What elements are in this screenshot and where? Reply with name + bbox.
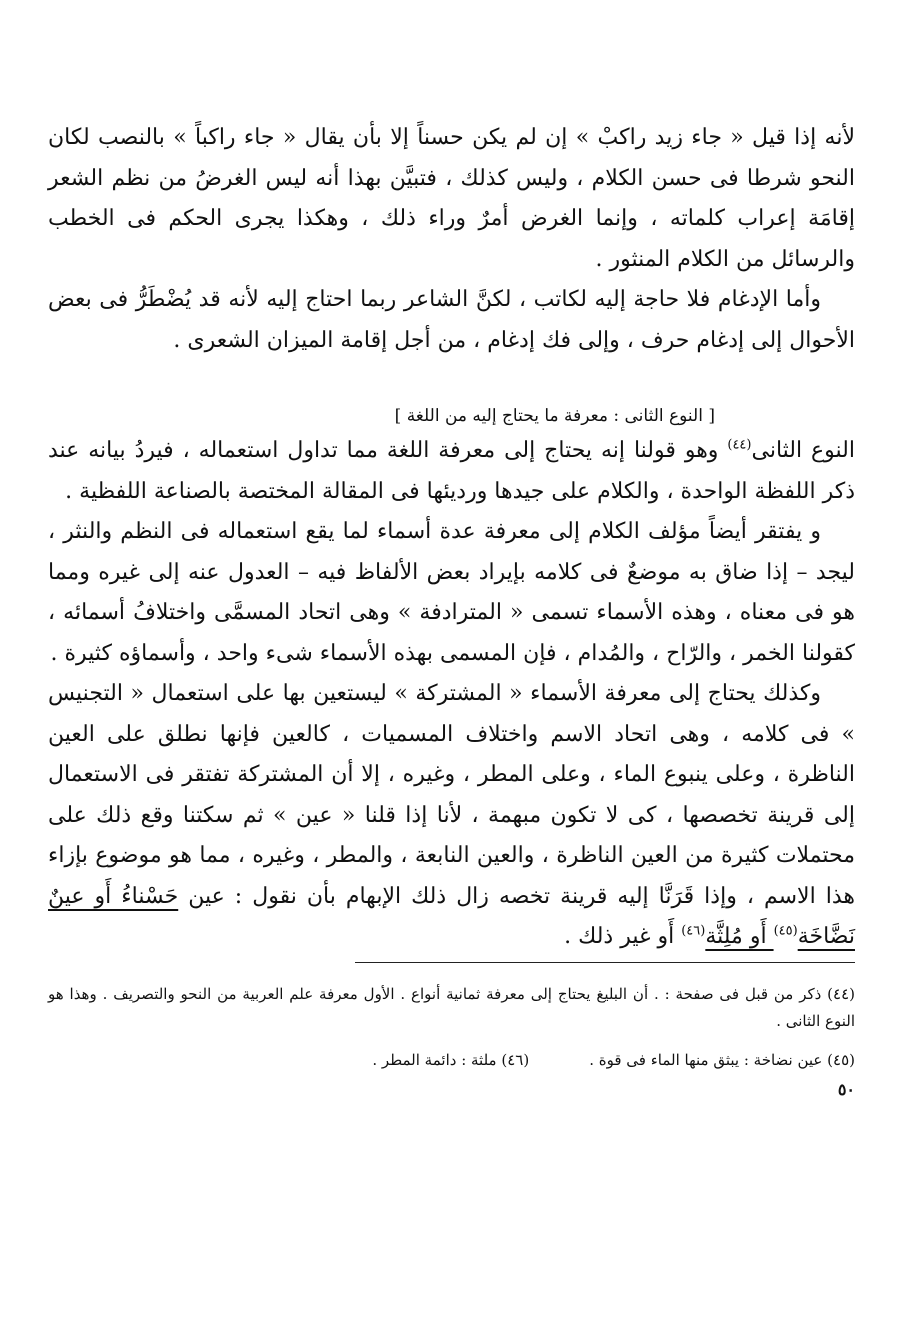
example-phrase-1: حَسْناءُ أَو عينٌ نَضَّاخَة bbox=[48, 883, 855, 949]
footnotes bbox=[48, 981, 855, 1103]
paragraph-3 bbox=[48, 431, 855, 512]
paragraph-5 bbox=[48, 674, 855, 958]
footnote-ref-46[interactable]: (٤٦) bbox=[681, 923, 706, 939]
paragraph-3-start: النوع الثانى bbox=[751, 438, 855, 463]
footnote-46: (٤٦) ملثة : دائمة المطر . bbox=[372, 1050, 530, 1069]
footnote-row bbox=[48, 1047, 855, 1074]
footnote-ref-45[interactable]: (٤٥) bbox=[773, 923, 798, 939]
footnote-45: (٤٥) عين نضاخة : يبثق منها الماء فى قوة . bbox=[589, 1050, 855, 1069]
footnote-divider bbox=[355, 962, 855, 963]
footnote-44: (٤٤) ذكر من قبل فى صفحة : . أن البليغ يحتاج إلى معرفة ثمانية أنواع . الأول معرفة علم العربية من النحو والتصريف . وهذا هو النوع الثانى . bbox=[48, 984, 855, 1030]
paragraph-5-main: وكذلك يحتاج إلى معرفة الأسماء « المشتركة » ليستعين بها على استعمال « التجنيس » فى كلامه ، وهى اتحاد الاسم واختلاف المسميات ، كالعين فإنها نطلق على العين الناظرة ، وعلى ينبوع الماء ، وعلى المطر ، وغيره ، إلا أن المشتركة تفتقر فى الاستعمال إلى قرينة تخصصها ، كى لا تكون مبهمة ، لأنا إذا قلنا « عين » ثم سكتنا وقع ذلك على محتملات كثيرة من العين الناظرة ، والعين النابعة ، والمطر ، وغيره ، مما هو موضوع بإزاء هذا الاسم ، وإذا قَرَنَّا إليه قرينة تخصه زال ذلك الإبهام بأن نقول : عين bbox=[48, 681, 855, 909]
section-heading: [ النوع الثانى : معرفة ما يحتاج إليه من اللغة ] bbox=[394, 406, 715, 426]
example-phrase-2: أَو مُلِثَّة bbox=[705, 924, 774, 949]
paragraph-3-rest: وهو قولنا إنه يحتاج إلى معرفة اللغة مما تداول استعماله ، فيردُ بيانه عند ذكر اللفظة الواحدة ، والكلام على جيدها ورديئها فى المقالة المختصة بالصناعة اللفظية . bbox=[48, 438, 855, 504]
paragraph-1: لأنه إذا قيل « جاء زيد راكبْ » إن لم يكن حسناً إلا بأن يقال « جاء راكباً » بالنصب لكان النحو شرطا فى حسن الكلام ، وليس كذلك ، فتبيَّن بهذا أنه ليس الغرضُ من نظم الشعر إقامَة إعراب كلماته ، وإنما الغرض أمرٌ وراء ذلك ، وهكذا يجرى الحكم فى الخطب والرسائل من الكلام المنثور . bbox=[48, 125, 855, 272]
paragraph-4: و يفتقر أيضاً مؤلف الكلام إلى معرفة عدة أسماء لما يقع استعماله فى النظم والنثر ، ليجد – إذا ضاق به موضعٌ فى كلامه بإيراد بعض الألفاظ فيه – العدول عنه إلى غيره ومما هو فى معناه ، وهذه الأسماء تسمى « المترادفة » وهى اتحاد المسمَّى واختلافُ أسمائه ، كقولنا الخمر ، والرّاح ، والمُدام ، فإن المسمى بهذه الأسماء شىء واحد ، وأسماؤه كثيرة . bbox=[48, 519, 855, 666]
paragraph-2: وأما الإدغام فلا حاجة إليه لكاتب ، لكنَّ الشاعر ربما احتاج إليه لأنه قد يُضْطَرُّ فى بعض الأحوال إلى إدغام حرف ، وإلى فك إدغام ، من أجل إقامة الميزان الشعرى . bbox=[48, 287, 855, 353]
paragraph-5-end: أَو غير ذلك . bbox=[564, 924, 682, 949]
page-number: ٥٠ bbox=[837, 1079, 855, 1099]
footnote-ref-44[interactable]: (٤٤) bbox=[727, 437, 752, 453]
